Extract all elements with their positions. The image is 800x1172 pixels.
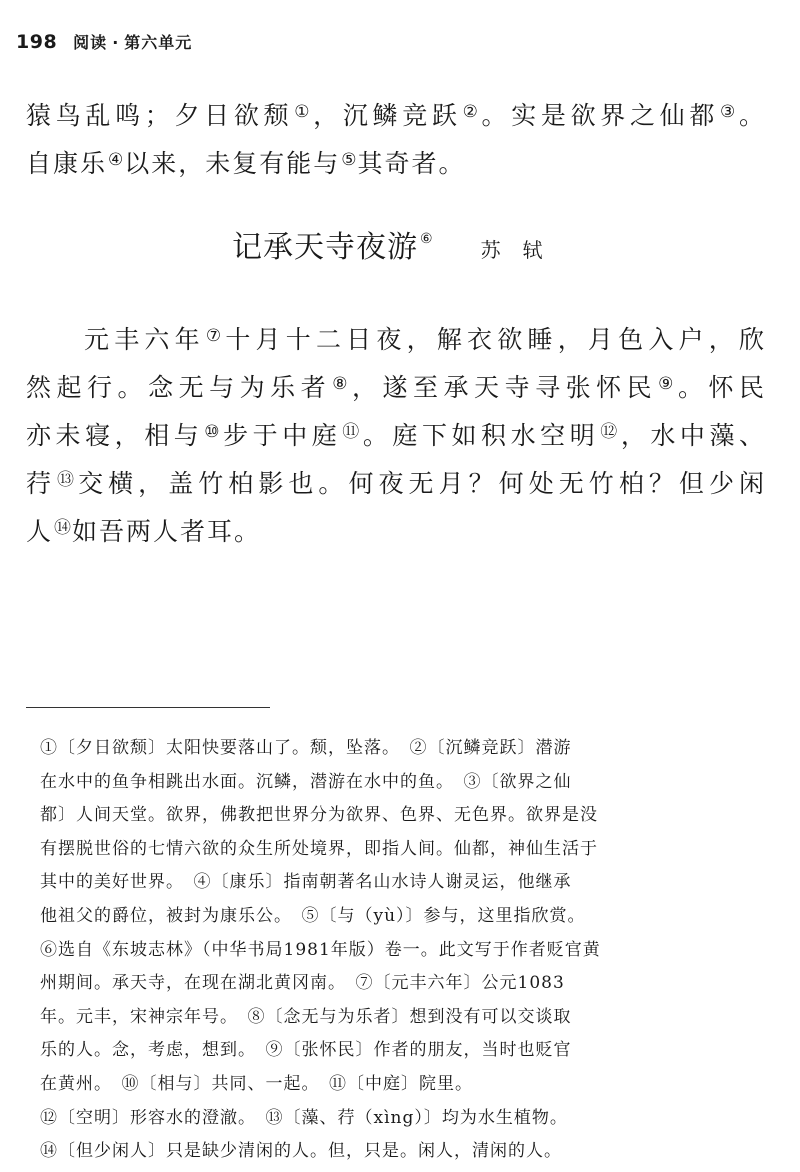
footnote-divider	[26, 707, 270, 708]
footnote-marker: ②	[462, 102, 481, 123]
footnote-marker: ⑩	[204, 422, 223, 443]
title-footnote-marker: ⑥	[420, 231, 433, 247]
footnote-marker: ⑭	[54, 518, 72, 539]
footnote-line: 州期间。承天寺，在现在湖北黄冈南。 ⑦〔元丰六年〕公元1083	[40, 973, 565, 994]
footnote-line: ⑭〔但少闲人〕只是缺少清闲的人。但，只是。闲人，清闲的人。	[40, 1141, 562, 1162]
text-segment: 以来，未复有能与	[124, 149, 341, 178]
section-label	[73, 30, 192, 53]
text-segment: 。实是欲界之仙都	[481, 101, 720, 130]
passage-line	[26, 140, 766, 188]
footnote-line: 乐的人。念，考虑，想到。 ⑨〔张怀民〕作者的朋友，当时也贬官	[40, 1040, 572, 1061]
text-segment: 其奇者。	[357, 149, 466, 178]
text-segment: 。	[738, 101, 766, 130]
footnote-line: 他祖父的爵位，被封为康乐公。 ⑤〔与（yù）〕参与，这里指欣赏。	[40, 905, 586, 926]
footnote-line: 都〕人间天堂。欲界，佛教把世界分为欲界、色界、无色界。欲界是没	[40, 805, 598, 826]
passage-line	[26, 316, 766, 364]
footnote-marker: ⑨	[658, 374, 677, 395]
section-reading: 阅读	[73, 33, 108, 52]
footnote-marker: ⑧	[332, 374, 351, 395]
section-unit: 第六单元	[124, 33, 193, 52]
footnote-marker: ⑫	[600, 422, 620, 443]
text-segment: 。庭下如积水空明	[362, 421, 600, 450]
section-separator: ·	[112, 33, 120, 52]
footnote-line: 有摆脱世俗的七情六欲的众生所处境界，即指人间。仙都，神仙生活于	[40, 838, 598, 859]
footnote-marker: ⑪	[342, 422, 362, 443]
text-segment: 自康乐	[26, 149, 108, 178]
author-name: 苏轼	[480, 238, 565, 262]
footnote-line: 年。元丰，宋神宗年号。 ⑧〔念无与为乐者〕想到没有可以交谈取	[40, 1006, 572, 1027]
text-segment: 然起行。念无与为乐者	[26, 373, 332, 402]
passage-line	[26, 412, 766, 460]
footnote-line: 在黄州。 ⑩〔相与〕共同、一起。 ⑪〔中庭〕院里。	[40, 1073, 473, 1094]
passage-line	[26, 364, 766, 412]
text-segment: 交横，盖竹柏影也。何夜无月？何处无竹柏？但少闲	[78, 469, 766, 498]
footnote-line: 其中的美好世界。 ④〔康乐〕指南朝著名山水诗人谢灵运，他继承	[40, 872, 572, 893]
footnote-line: 在水中的鱼争相跳出水面。沉鳞，潜游在水中的鱼。 ③〔欲界之仙	[40, 771, 572, 792]
passage-line	[26, 92, 766, 140]
text-segment: 亦未寝，相与	[26, 421, 204, 450]
text-segment: 荇	[26, 469, 57, 498]
footnote-line: ①〔夕日欲颓〕太阳快要落山了。颓，坠落。 ②〔沉鳞竞跃〕潜游	[40, 738, 572, 758]
footnote-line: ⑥选自《东坡志林》（中华书局1981年版）卷一。此文写于作者贬官黄	[40, 939, 601, 960]
footnote-line: ⑫〔空明〕形容水的澄澈。 ⑬〔藻、荇（xìng）〕均为水生植物。	[40, 1107, 568, 1128]
text-segment: 如吾两人者耳。	[72, 517, 262, 546]
text-segment: 猿鸟乱鸣；夕日欲颓	[26, 101, 294, 130]
footnote-marker: ⑦	[205, 326, 225, 347]
passage-line	[26, 460, 766, 508]
footnote-marker: ③	[720, 102, 738, 123]
footnote-marker: ⑬	[57, 470, 78, 491]
text-segment: 十月十二日夜，解衣欲睡，月色入户，欣	[225, 325, 766, 354]
page-header	[16, 30, 192, 54]
main-passage	[26, 316, 766, 556]
page-number: 198	[16, 31, 58, 53]
text-segment: ，水中藻、	[620, 421, 767, 450]
passage-title: 记承天寺夜游	[232, 230, 418, 265]
footnote-marker: ①	[294, 102, 313, 123]
text-segment: 人	[26, 517, 54, 546]
passage-title-block	[232, 222, 565, 266]
text-segment: 。怀民	[677, 373, 766, 402]
text-segment: ，沉鳞竞跃	[313, 101, 462, 130]
footnotes	[40, 732, 758, 1169]
footnote-marker: ⑤	[341, 150, 357, 171]
passage-line	[26, 508, 766, 556]
footnote-marker: ④	[108, 150, 124, 171]
text-segment: 元丰六年	[84, 325, 205, 354]
text-segment: 步于中庭	[223, 421, 342, 450]
text-segment: ，遂至承天寺寻张怀民	[351, 373, 658, 402]
previous-passage	[26, 92, 766, 188]
